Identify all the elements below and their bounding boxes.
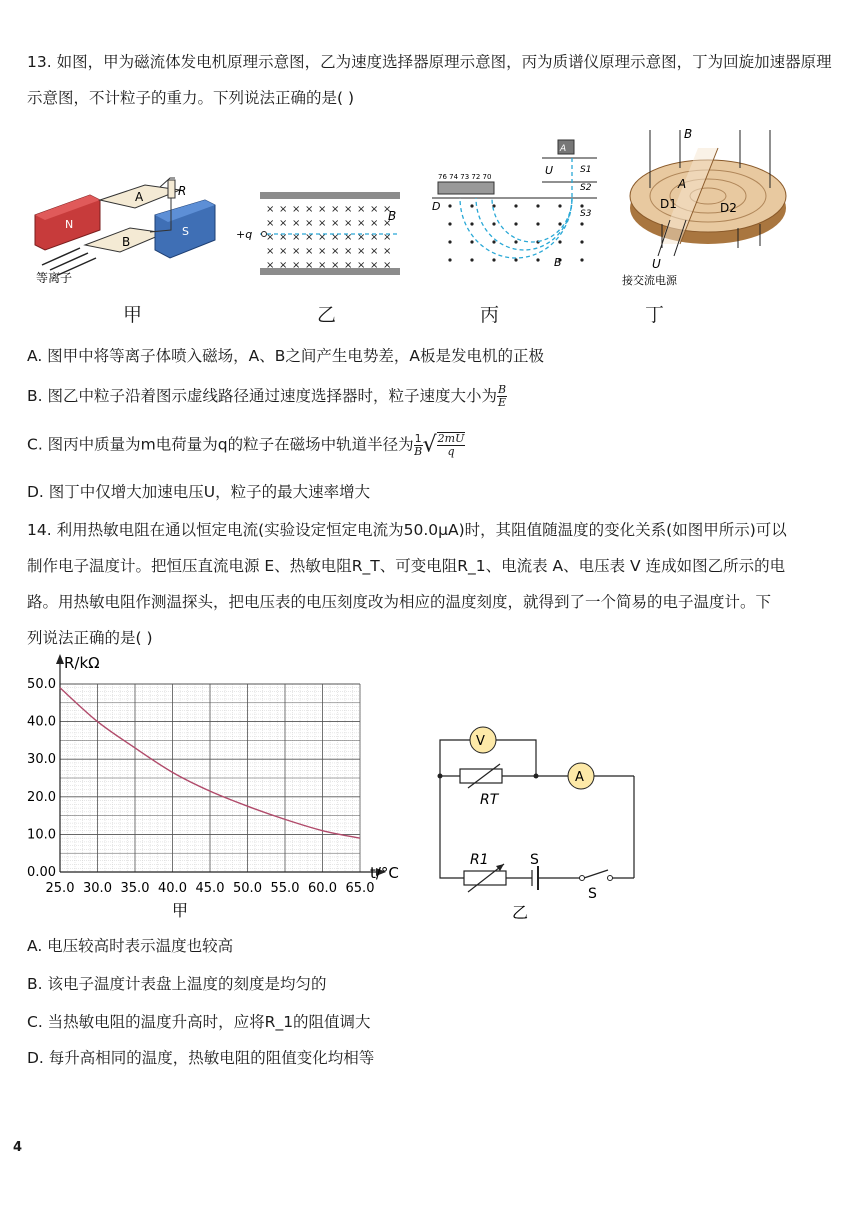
q14-stem-line4: 列说法正确的是( ): [27, 629, 153, 647]
field-x-mark: ×: [370, 232, 379, 243]
field-x-mark: ×: [383, 204, 392, 215]
field-dot: [492, 222, 495, 225]
q14-option-c: C. 当热敏电阻的温度升高时，应将R_1的阻值调大: [27, 1013, 371, 1031]
label-S3: S3: [580, 209, 592, 219]
label-R: R: [178, 184, 187, 198]
field-dot: [448, 204, 451, 207]
caption-ding: 丁: [645, 304, 665, 326]
field-dot: [558, 240, 561, 243]
x-tick-label: 50.0: [233, 881, 262, 896]
caption-bing: 丙: [480, 304, 500, 326]
x-tick-label: 25.0: [45, 881, 75, 896]
field-dot: [448, 222, 451, 225]
field-x-mark: ×: [383, 246, 392, 257]
label-A-bing: A: [560, 144, 567, 154]
field-x-mark: ×: [279, 232, 288, 243]
field-dot: [514, 222, 517, 225]
x-tick-label: 40.0: [158, 881, 187, 896]
field-x-mark: ×: [266, 232, 275, 243]
thermistor-resistance-chart: [20, 652, 420, 922]
field-x-mark: ×: [266, 246, 275, 257]
field-x-mark: ×: [370, 204, 379, 215]
caption-yi: 乙: [317, 304, 337, 326]
field-dot: [448, 240, 451, 243]
field-x-mark: ×: [357, 246, 366, 257]
q13-option-d: D. 图丁中仅增大加速电压U，粒子的最大速率增大: [27, 483, 371, 501]
q14-stem-line3: 路。用热敏电阻作测温探头，把电压表的电压刻度改为相应的温度刻度，就得到了一个简易的电子温度计。下: [27, 593, 772, 611]
y-tick-label: 50.0: [27, 677, 56, 692]
figure-bing-mass-spectrometer: [432, 140, 602, 270]
field-x-mark: ×: [305, 246, 314, 257]
q13-option-b: B. 图乙中粒子沿着图示虚线路径通过速度选择器时，粒子速度大小为 $\frac{B}{E}$: [27, 383, 507, 409]
field-x-mark: ×: [266, 260, 275, 271]
field-x-mark: ×: [344, 204, 353, 215]
label-S2: S2: [580, 183, 592, 193]
field-x-mark: ×: [292, 246, 301, 257]
q14-option-d: D. 每升高相同的温度，热敏电阻的阻值变化均相等: [27, 1049, 375, 1067]
field-x-mark: ×: [357, 260, 366, 271]
y-tick-label: 20.0: [27, 789, 56, 805]
field-x-mark: ×: [305, 232, 314, 243]
circuit-diagram-yi: [430, 720, 650, 920]
label-A: A: [135, 190, 144, 204]
field-dot: [536, 222, 539, 225]
q14-option-a: A. 电压较高时表示温度也较高: [27, 937, 234, 955]
figure-ding-cyclotron: [620, 128, 795, 288]
label-S-top: S: [530, 852, 539, 868]
field-x-mark: ×: [279, 218, 288, 229]
label-D1: D1: [660, 197, 677, 211]
x-tick-label: 30.0: [83, 881, 112, 896]
field-x-mark: ×: [331, 204, 340, 215]
field-dot: [492, 240, 495, 243]
label-A-ding: A: [678, 177, 687, 191]
field-x-mark: ×: [318, 260, 327, 271]
q14-stem-line2: 制作电子温度计。把恒压直流电源 E、热敏电阻R_T、可变电阻R_1、电流表 A、电压表 V 连成如图乙所示的电: [27, 557, 786, 575]
label-B-bing: B: [554, 256, 562, 269]
field-x-mark: ×: [357, 218, 366, 229]
field-dot: [580, 204, 583, 207]
field-x-mark: ×: [266, 204, 275, 215]
figure-yi-velocity-selector: [236, 188, 411, 278]
page-number: 4: [13, 1140, 23, 1155]
label-N: N: [65, 218, 74, 231]
q13-option-a: A. 图甲中将等离子体喷入磁场，A、B之间产生电势差，A板是发电机的正极: [27, 347, 545, 365]
label-S: S: [182, 225, 189, 238]
y-tick-label: 40.0: [27, 714, 56, 730]
field-dot: [470, 258, 473, 261]
x-tick-label: 60.0: [308, 881, 337, 896]
field-x-mark: ×: [331, 246, 340, 257]
field-dot: [448, 258, 451, 261]
field-x-mark: ×: [370, 260, 379, 271]
field-dot: [580, 258, 583, 261]
label-U-bing: U: [545, 164, 554, 177]
field-x-mark: ×: [266, 218, 275, 229]
field-x-mark: ×: [370, 246, 379, 257]
field-dot: [580, 240, 583, 243]
field-dot: [536, 258, 539, 261]
field-x-mark: ×: [318, 232, 327, 243]
caption-jia: 甲: [123, 304, 143, 326]
field-x-mark: ×: [370, 218, 379, 229]
field-x-mark: ×: [318, 204, 327, 215]
field-dot: [514, 240, 517, 243]
field-x-mark: ×: [279, 204, 288, 215]
x-tick-label: 65.0: [345, 881, 375, 896]
caption-circuit: 乙: [512, 903, 529, 922]
field-x-mark: ×: [331, 232, 340, 243]
field-x-mark: ×: [292, 260, 301, 271]
label-D2: D2: [720, 201, 737, 215]
field-x-mark: ×: [344, 232, 353, 243]
ammeter-label: A: [575, 770, 584, 785]
field-x-mark: ×: [292, 218, 301, 229]
field-x-mark: ×: [305, 260, 314, 271]
x-tick-label: 55.0: [270, 881, 300, 896]
field-dot: [470, 240, 473, 243]
field-x-mark: ×: [305, 204, 314, 215]
field-dot: [514, 204, 517, 207]
label-S1: S1: [580, 165, 592, 175]
label-S-bottom: S: [588, 886, 597, 902]
field-x-mark: ×: [318, 246, 327, 257]
q14-stem-line1: 14. 利用热敏电阻在通以恒定电流(实验设定恒定电流为50.0μA)时，其阻值随温度的变化关系(如图甲所示)可以: [27, 521, 787, 539]
q13-stem: 13. 如图，甲为磁流体发电机原理示意图，乙为速度选择器原理示意图，丙为质谱仪原理示意图，丁为回旋加速器原理示意图，不计粒子的重力。下列说法正确的是( ): [27, 53, 832, 107]
field-x-mark: ×: [305, 218, 314, 229]
field-dot: [536, 204, 539, 207]
chart-caption: 甲: [172, 901, 189, 920]
figure-jia-mhd-generator: [30, 170, 230, 290]
label-B-yi: B: [388, 209, 397, 223]
field-x-mark: ×: [292, 232, 301, 243]
field-dot: [470, 204, 473, 207]
x-axis-label: t/°C: [370, 864, 399, 882]
label-D: D: [432, 200, 441, 213]
field-x-mark: ×: [383, 232, 392, 243]
label-RT: RT: [480, 792, 499, 808]
field-x-mark: ×: [383, 260, 392, 271]
scale-numbers: 76 74 73 72 70: [438, 173, 492, 181]
field-x-mark: ×: [383, 218, 392, 229]
y-tick-label: 10.0: [27, 827, 56, 843]
q14-option-b: B. 该电子温度计表盘上温度的刻度是均匀的: [27, 975, 327, 993]
y-tick-label: 0.00: [27, 865, 56, 880]
field-x-mark: ×: [344, 218, 353, 229]
label-ac-source: 接交流电源: [622, 274, 677, 287]
field-dot: [580, 222, 583, 225]
field-x-mark: ×: [344, 246, 353, 257]
label-R1: R1: [470, 852, 489, 868]
field-dot: [558, 204, 561, 207]
field-dot: [558, 222, 561, 225]
field-dot: [492, 258, 495, 261]
label-U-ding: U: [652, 257, 661, 271]
field-x-mark: ×: [331, 218, 340, 229]
field-x-mark: ×: [279, 260, 288, 271]
field-x-mark: ×: [279, 246, 288, 257]
field-x-mark: ×: [292, 204, 301, 215]
field-x-mark: ×: [357, 204, 366, 215]
label-B: B: [122, 235, 131, 249]
label-plasma: 等离子: [36, 271, 73, 285]
field-dot: [470, 222, 473, 225]
field-x-mark: ×: [331, 260, 340, 271]
field-dot: [514, 258, 517, 261]
field-x-mark: ×: [344, 260, 353, 271]
x-tick-label: 45.0: [195, 881, 225, 896]
y-axis-label: R/kΩ: [64, 654, 100, 672]
label-q: +q: [236, 228, 253, 241]
y-tick-label: 30.0: [27, 752, 56, 768]
x-tick-label: 35.0: [120, 881, 150, 896]
field-x-mark: ×: [357, 232, 366, 243]
q13-option-c: C. 图丙中质量为m电荷量为q的粒子在磁场中轨道半径为 $\frac{1}{B}$ √ $\frac{2mU}{q}$: [27, 431, 465, 458]
voltmeter-label: V: [476, 734, 485, 749]
label-B-ding: B: [684, 127, 693, 141]
field-x-mark: ×: [318, 218, 327, 229]
